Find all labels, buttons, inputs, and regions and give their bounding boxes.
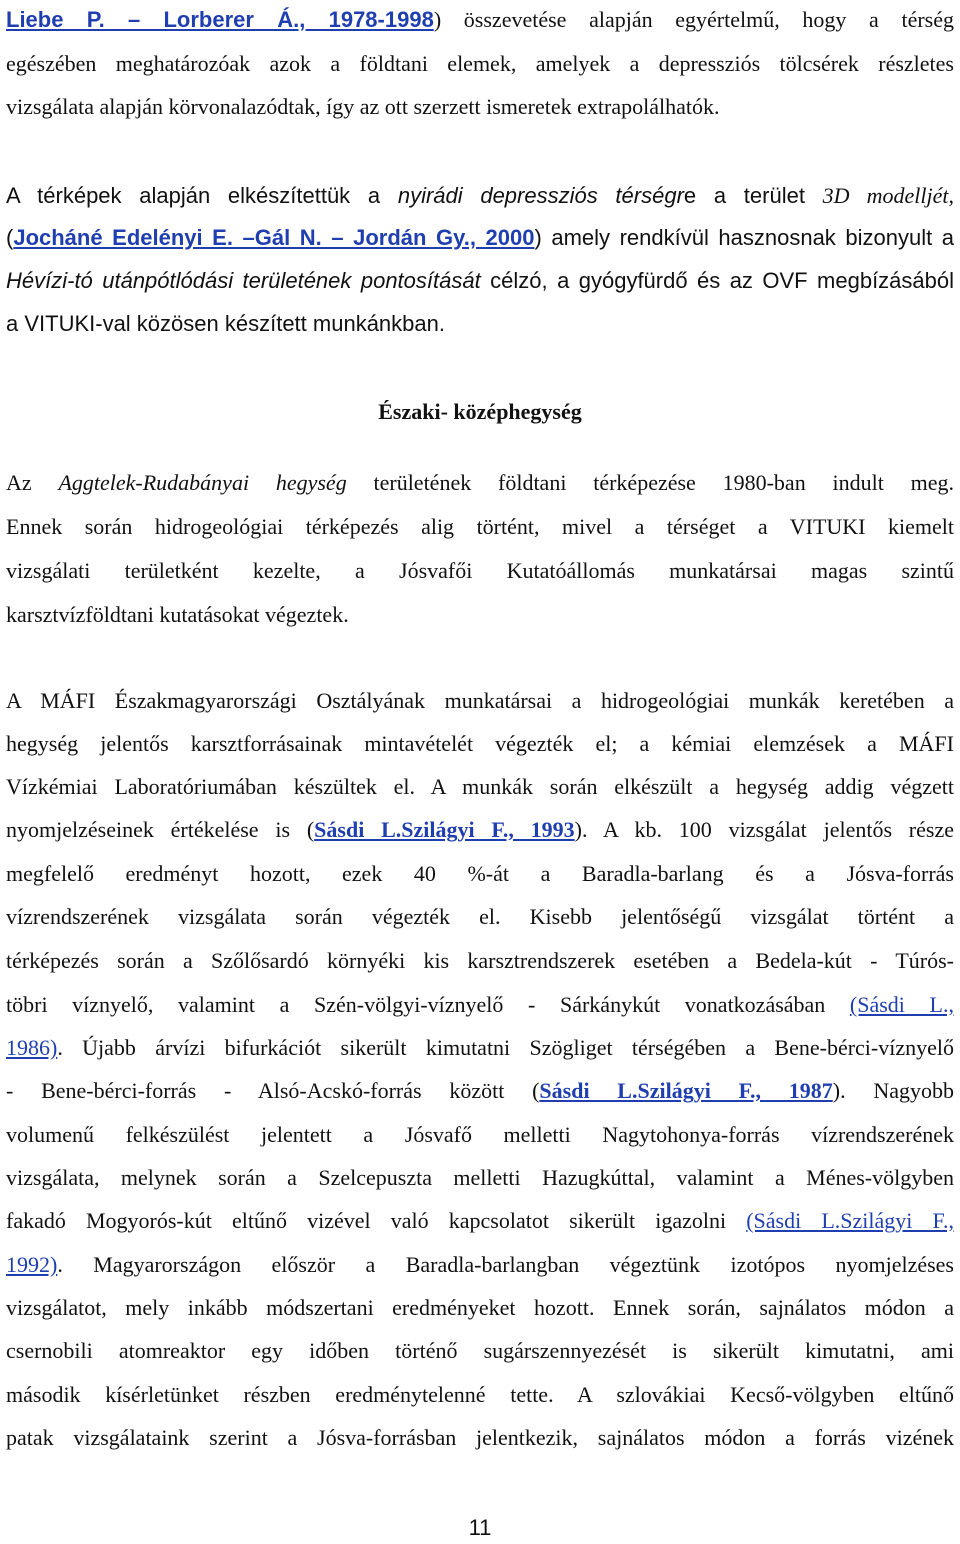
text-fragment: Az <box>6 470 59 495</box>
text-line: csernobili atomreaktor egy időben történő sugárszennyezését is sikerült kimutatni, ami <box>6 1338 954 1363</box>
text-line: térképezés során a Szőlősardó környéki kis karsztrendszerek esetében a Bedela-kút - Túrós- <box>6 948 954 973</box>
text-fragment: A térképek alapján elkészítettük a <box>6 183 398 208</box>
text-line: volumenű felkészülést jelentett a Jósvafő melletti Nagytohonya-forrás vízrendszerének <box>6 1122 954 1147</box>
text-fragment: összevetése alapján egyértelmű, hogy a térség <box>441 7 955 32</box>
page-number: 11 <box>468 1515 492 1540</box>
text-line <box>6 1033 954 1063</box>
text-line: patak vizsgálataink szerint a Jósva-forrásban jelentkezik, sajnálatos módon a forrás vizének <box>6 1425 954 1450</box>
text-fragment: töbri víznyelő, valamint a Szén-völgyi-víznyelő - Sárkánykút vonatkozásában <box>6 992 850 1017</box>
text-line: hegység jelentős karsztforrásainak mintavételét végezték el; a kémiai elemzések a MÁFI <box>6 731 954 756</box>
text-line: Ennek során hidrogeológiai térképezés alig történt, mivel a térséget a VITUKI kiemelt <box>6 514 954 539</box>
text-line: vizsgálata alapján körvonalazódtak, így az ott szerzett ismeretek extrapolálhatók. <box>6 94 720 119</box>
text-fragment: ) <box>433 7 442 32</box>
text-fragment: ). A kb. 100 vizsgálat jelentős része <box>574 817 954 842</box>
text-fragment: területének földtani térképezése 1980-ban indult meg. <box>346 470 954 495</box>
reference-link-jochane-gal-jordan[interactable]: Jocháné Edelényi E. –Gál N. – Jordán Gy., 2000 <box>13 225 535 250</box>
text-fragment: ( <box>6 225 14 250</box>
text-fragment: célzó, a gyógyfürdő és az OVF megbízásából <box>480 268 955 293</box>
text-line: egészében meghatározóak azok a földtani elemek, amelyek a depressziós tölcsérek részletes <box>6 51 954 76</box>
text-line: a VITUKI-val közösen készített munkánkban. <box>6 311 445 336</box>
text-line <box>6 181 954 211</box>
text-line: karsztvízföldtani kutatásokat végeztek. <box>6 602 349 627</box>
text-line: vizsgálata, melynek során a Szelcepuszta melletti Hazugkúttal, valamint a Ménes-völgyben <box>6 1165 954 1190</box>
reference-link-sasdi-szilagyi-1992[interactable]: (Sásdi L.Szilágyi F., <box>746 1208 954 1233</box>
italic-term: 3D modelljét, <box>822 183 954 208</box>
text-line <box>6 1206 954 1236</box>
text-line: megfelelő eredményt hozott, ezek 40 %-át a Baradla-barlang és a Jósva-forrás <box>6 861 954 886</box>
italic-term: Hévízi-tó utánpótlódási területének pontosítását <box>6 268 481 293</box>
text-fragment: - Bene-bérci-forrás - Alsó-Acskó-forrás között ( <box>6 1078 540 1103</box>
text-line <box>6 1250 954 1280</box>
section-heading: Északi- középhegység <box>378 399 582 424</box>
text-line <box>6 266 954 296</box>
reference-link-liebe-lorberer[interactable]: Liebe P. – Lorberer Á., 1978-1998 <box>6 7 434 32</box>
text-line <box>6 815 954 845</box>
text-line: második kísérletünket részben eredménytelenné tette. A szlovákiai Kecső-völgyben eltűnő <box>6 1382 954 1407</box>
italic-term: nyirádi depressziós térségr <box>397 183 684 208</box>
text-fragment: nyomjelzéseinek értékelése is ( <box>6 817 315 842</box>
italic-term: Aggtelek-Rudabányai hegység <box>58 470 347 495</box>
text-line <box>6 1076 954 1106</box>
text-fragment: fakadó Mogyorós-kút eltűnő vizével való kapcsolatot sikerült igazolni <box>6 1208 747 1233</box>
reference-link-sasdi-1986[interactable]: (Sásdi L., <box>849 992 954 1017</box>
text-fragment: ) amely rendkívül hasznosnak bizonyult a <box>534 225 954 250</box>
text-line <box>6 990 954 1020</box>
text-fragment: ). Nagyobb <box>832 1078 955 1103</box>
text-fragment: . Magyarországon először a Baradla-barlangban végeztünk izotópos nyomjelzéses <box>57 1252 954 1277</box>
text-fragment: . Újabb árvízi bifurkációt sikerült kimutatni Szögliget térségében a Bene-bérci-víznyelő <box>57 1035 954 1060</box>
text-line: vízrendszerének vizsgálata során végezték el. Kisebb jelentőségű vizsgálat történt a <box>6 904 954 929</box>
text-line <box>6 468 954 498</box>
reference-link-sasdi-szilagyi-1987[interactable]: Sásdi L.Szilágyi F., 1987 <box>539 1078 833 1103</box>
text-line: vizsgálatot, mely inkább módszertani eredményeket hozott. Ennek során, sajnálatos módon a <box>6 1295 954 1320</box>
text-line <box>6 5 954 35</box>
text-line <box>6 223 954 253</box>
text-line: A MÁFI Északmagyarországi Osztályának munkatársai a hidrogeológiai munkák keretében a <box>6 688 954 713</box>
text-fragment: e a terület <box>683 183 823 208</box>
reference-link-sasdi-1986-year[interactable]: 1986) <box>6 1035 58 1060</box>
reference-link-sasdi-szilagyi-1993[interactable]: Sásdi L.Szilágyi F., 1993 <box>314 817 575 842</box>
text-line: Vízkémiai Laboratóriumában készültek el. A munkák során elkészült a hegység addig végzett <box>6 774 954 799</box>
text-line: vizsgálati területként kezelte, a Jósvafői Kutatóállomás munkatársai magas szintű <box>6 558 954 583</box>
reference-link-sasdi-szilagyi-1992-year[interactable]: 1992) <box>6 1252 58 1277</box>
